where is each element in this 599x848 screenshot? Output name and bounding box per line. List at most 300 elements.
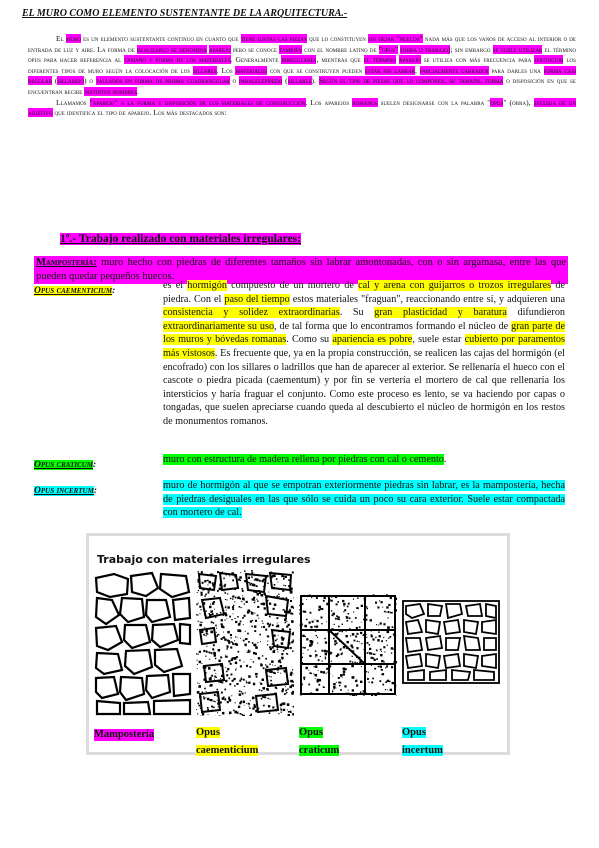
texture-dot <box>352 661 353 662</box>
texture-dot <box>344 595 345 596</box>
texture-dot <box>381 601 383 603</box>
caption-cell-mamposteria <box>94 722 192 748</box>
texture-dot <box>286 599 288 601</box>
texture-dot <box>198 571 199 572</box>
texture-dot <box>253 683 255 685</box>
texture-dot <box>319 679 322 682</box>
texture-dot <box>268 690 269 691</box>
texture-dot <box>251 612 254 615</box>
texture-dot <box>390 636 392 638</box>
texture-dot <box>197 629 198 630</box>
texture-dot <box>217 590 219 592</box>
texture-dot <box>224 591 225 592</box>
texture-dot <box>199 624 202 627</box>
caementicium-image <box>196 570 294 716</box>
texture-dot <box>281 712 282 713</box>
caementicium-span: gran plasticidad y baratura <box>374 307 507 319</box>
texture-dot <box>215 658 216 659</box>
texture-dot <box>215 673 216 674</box>
texture-dot <box>200 707 202 709</box>
texture-dot <box>333 686 335 688</box>
intro-p1-span: los diferentes tipos de muro según la colocación de los <box>28 55 576 75</box>
texture-dot <box>244 705 245 706</box>
texture-dot <box>248 650 249 651</box>
texture-dot <box>209 581 212 584</box>
texture-dot <box>333 638 335 640</box>
texture-dot <box>340 674 343 677</box>
texture-dot <box>222 572 223 573</box>
texture-dot <box>301 657 303 659</box>
texture-dot <box>225 698 226 699</box>
texture-dot <box>218 680 220 682</box>
intro-p1-span: el término opus para hacer referencia al <box>28 44 576 65</box>
texture-dot <box>197 664 198 665</box>
intro-p1-span: estar sin labrar <box>364 65 416 75</box>
intro-p1-span: sillarejo <box>57 76 84 86</box>
texture-dot <box>200 630 201 631</box>
texture-dot <box>387 680 388 681</box>
section-heading <box>60 233 301 245</box>
intro-paragraph-1 <box>28 34 576 98</box>
texture-dot <box>227 701 229 703</box>
texture-dot <box>201 663 202 664</box>
texture-dot <box>268 613 270 615</box>
texture-dot <box>263 586 264 587</box>
texture-dot <box>198 621 199 622</box>
texture-dot <box>229 678 231 680</box>
texture-dot <box>348 613 350 615</box>
texture-dot <box>371 665 372 666</box>
texture-dot <box>391 666 393 668</box>
texture-dot <box>272 575 274 577</box>
texture-dot <box>359 657 361 659</box>
texture-dot <box>287 710 288 711</box>
texture-dot <box>377 606 379 608</box>
texture-dot <box>383 623 385 625</box>
texture-dot <box>269 670 272 673</box>
texture-dot <box>240 713 242 715</box>
texture-dot <box>254 704 256 706</box>
texture-dot <box>361 622 362 623</box>
texture-dot <box>377 692 379 694</box>
craticum-term: Opus craticum <box>34 460 94 470</box>
texture-dot <box>287 688 288 689</box>
texture-dot <box>262 655 263 656</box>
texture-dot <box>249 708 251 710</box>
texture-dot <box>328 631 330 633</box>
intro-p1-span: tamaño y forma de los materiales <box>124 55 231 65</box>
texture-dot <box>362 635 363 636</box>
texture-dot <box>368 672 369 673</box>
texture-dot <box>206 650 207 651</box>
texture-dot <box>266 575 268 577</box>
texture-dot <box>210 684 213 687</box>
texture-dot <box>349 617 351 619</box>
texture-dot <box>267 670 269 672</box>
texture-dot <box>230 634 232 636</box>
texture-dot <box>223 626 225 628</box>
texture-dot <box>263 687 266 690</box>
texture-dot <box>238 706 240 708</box>
texture-dot <box>379 629 380 630</box>
texture-dot <box>203 588 205 590</box>
texture-dot <box>283 609 284 610</box>
texture-dot <box>199 705 201 707</box>
texture-dot <box>343 646 345 648</box>
texture-dot <box>252 584 255 587</box>
texture-dot <box>364 598 366 600</box>
intro-p1-span: ). <box>311 76 319 86</box>
texture-dot <box>334 633 336 635</box>
texture-dot <box>229 699 232 702</box>
texture-dot <box>219 588 222 591</box>
texture-dot <box>309 622 311 624</box>
texture-dot <box>242 715 245 716</box>
texture-dot <box>244 686 245 687</box>
texture-dot <box>252 642 254 644</box>
texture-dot <box>272 665 273 666</box>
caementicium-label <box>34 280 115 298</box>
texture-dot <box>226 674 228 676</box>
texture-dot <box>387 631 390 634</box>
texture-dot <box>277 646 279 648</box>
texture-dot <box>381 674 382 675</box>
texture-dot <box>211 710 213 712</box>
texture-dot <box>223 632 224 633</box>
texture-dot <box>374 659 376 661</box>
texture-dot <box>223 615 224 616</box>
texture-dot <box>389 681 391 683</box>
texture-dot <box>230 663 232 665</box>
craticum-colon: : <box>93 460 97 470</box>
texture-dot <box>308 684 310 686</box>
texture-dot <box>285 682 286 683</box>
texture-dot <box>244 644 246 646</box>
texture-dot <box>353 599 354 600</box>
texture-dot <box>283 709 285 711</box>
intro-p1-span: Según el tipo de piezas que lo componen, su tamaño, forma <box>318 76 504 86</box>
intro-p1-span: ( <box>282 76 288 86</box>
texture-dot <box>271 660 274 663</box>
texture-dot <box>329 673 331 675</box>
texture-dot <box>251 659 252 660</box>
caementicium-span: de piedra. Con el <box>163 280 565 305</box>
texture-dot <box>331 595 333 597</box>
texture-dot <box>304 647 306 649</box>
intro-p2-span: seguida de un <box>533 97 577 107</box>
texture-dot <box>306 667 308 669</box>
texture-dot <box>260 682 261 683</box>
texture-dot <box>269 624 271 626</box>
texture-dot <box>240 638 241 639</box>
texture-dot <box>229 575 230 576</box>
texture-dot <box>326 673 327 674</box>
texture-dot <box>235 643 238 646</box>
texture-dot <box>269 699 270 700</box>
texture-dot <box>272 706 274 708</box>
texture-dot <box>356 684 358 686</box>
texture-dot <box>315 650 317 652</box>
texture-dot <box>227 593 228 594</box>
texture-dot <box>207 707 209 709</box>
texture-dot <box>251 626 253 628</box>
intro-p1-span: o <box>229 76 239 86</box>
texture-dot <box>328 638 330 640</box>
texture-dot <box>203 679 205 681</box>
texture-dot <box>211 675 213 677</box>
intro-p1-span: tiene juntas las piezas <box>240 34 307 43</box>
texture-dot <box>264 582 265 583</box>
texture-dot <box>204 688 206 690</box>
texture-dot <box>233 710 235 712</box>
texture-dot <box>223 713 225 715</box>
texture-dot <box>379 635 381 637</box>
texture-dot <box>329 595 331 597</box>
texture-dot <box>378 631 380 633</box>
texture-dot <box>253 598 255 600</box>
texture-dot <box>226 618 227 619</box>
texture-dot <box>244 570 246 572</box>
texture-dot <box>310 692 312 694</box>
texture-dot <box>343 670 346 673</box>
texture-dot <box>315 665 318 668</box>
texture-dot <box>269 603 271 605</box>
texture-dot <box>342 677 343 678</box>
texture-dot <box>258 708 259 709</box>
texture-dot <box>281 642 284 645</box>
texture-dot <box>310 626 312 628</box>
texture-dot <box>225 667 226 668</box>
texture-dot <box>246 601 248 603</box>
intro-p1-span: ; sin embargo <box>450 44 493 54</box>
texture-dot <box>215 617 216 618</box>
texture-dot <box>236 683 238 685</box>
texture-dot <box>303 677 305 679</box>
texture-dot <box>325 657 326 658</box>
texture-dot <box>290 587 292 589</box>
texture-dot <box>231 572 234 575</box>
texture-dot <box>340 641 341 642</box>
texture-dot <box>286 611 289 614</box>
texture-dot <box>352 689 354 691</box>
texture-dot <box>245 692 246 693</box>
texture-dot <box>390 612 392 614</box>
texture-dot <box>344 609 346 611</box>
intro-p1-span: El <box>56 34 66 43</box>
texture-dot <box>277 595 278 596</box>
texture-dot <box>267 644 268 645</box>
texture-dot <box>315 630 316 631</box>
texture-dot <box>210 699 212 701</box>
texture-dot <box>289 587 290 588</box>
texture-dot <box>211 574 213 576</box>
intro-p2-span: adjetivo <box>28 108 53 118</box>
texture-dot <box>267 698 268 699</box>
texture-dot <box>262 623 263 624</box>
texture-dot <box>197 682 198 683</box>
texture-dot <box>383 646 385 648</box>
texture-dot <box>342 600 344 602</box>
texture-dot <box>278 594 279 595</box>
texture-dot <box>210 677 212 679</box>
figure-table <box>86 533 510 755</box>
texture-dot <box>285 690 287 692</box>
texture-dot <box>213 707 215 709</box>
intro-p1-span: para darles una <box>488 65 544 75</box>
texture-dot <box>331 661 332 662</box>
texture-dot <box>251 572 253 574</box>
texture-dot <box>248 577 250 579</box>
texture-dot <box>273 672 275 674</box>
intro-text <box>28 34 576 119</box>
texture-dot <box>280 709 282 711</box>
texture-dot <box>363 696 365 697</box>
texture-dot <box>344 685 346 687</box>
texture-dot <box>205 656 206 657</box>
texture-dot <box>221 619 223 621</box>
texture-dot <box>304 625 307 628</box>
texture-dot <box>275 665 276 666</box>
texture-dot <box>206 643 208 645</box>
texture-dot <box>203 696 204 697</box>
texture-dot <box>255 620 257 622</box>
texture-dot <box>248 582 249 583</box>
texture-dot <box>332 676 333 677</box>
intro-p1-span: distinguir <box>534 55 564 65</box>
texture-dot <box>273 636 274 637</box>
texture-dot <box>209 614 211 616</box>
texture-dot <box>203 603 205 605</box>
texture-dot <box>307 649 308 650</box>
texture-dot <box>247 633 249 635</box>
intro-paragraph-2 <box>28 98 576 119</box>
texture-dot <box>214 676 216 678</box>
caementicium-span: apariencia es pobre <box>332 334 413 346</box>
texture-dot <box>252 697 255 700</box>
texture-dot <box>273 608 275 610</box>
intro-p1-span: irregulares <box>281 55 317 65</box>
texture-dot <box>369 682 370 683</box>
caementicium-colon: : <box>112 286 116 296</box>
texture-dot <box>219 584 222 587</box>
texture-dot <box>238 579 240 581</box>
texture-dot <box>356 647 358 649</box>
texture-dot <box>250 651 251 652</box>
texture-dot <box>214 596 216 598</box>
section-heading-text: 1º.- Trabajo realizado con materiales irregulares: <box>60 233 301 245</box>
texture-dot <box>239 606 241 608</box>
texture-dot <box>250 700 251 701</box>
texture-dot <box>273 587 275 589</box>
texture-dot <box>384 652 385 653</box>
texture-dot <box>260 663 261 664</box>
page-title: EL MURO COMO ELEMENTO SUSTENTANTE DE LA ARQUITECTURA.- <box>22 8 348 19</box>
texture-dot <box>388 638 389 639</box>
caementicium-span: difundieron <box>506 307 566 319</box>
texture-dot <box>322 661 323 662</box>
texture-dot <box>198 590 199 591</box>
texture-dot <box>301 684 303 686</box>
texture-dot <box>207 698 209 700</box>
texture-dot <box>251 570 253 572</box>
texture-dot <box>200 622 201 623</box>
texture-dot <box>200 613 201 614</box>
texture-dot <box>351 621 352 622</box>
intro-p1-span: . Los <box>216 65 236 75</box>
intro-p1-span: . <box>137 86 139 96</box>
texture-dot <box>292 572 294 574</box>
texture-dot <box>318 659 320 661</box>
texture-dot <box>357 633 359 635</box>
texture-dot <box>292 633 294 635</box>
texture-dot <box>377 639 379 641</box>
texture-dot <box>242 693 244 695</box>
texture-dot <box>224 689 226 691</box>
intro-p1-span: ( <box>51 76 58 86</box>
texture-dot <box>204 614 206 616</box>
intro-p2-span: Llamamos <box>56 97 90 107</box>
texture-dot <box>350 635 351 636</box>
texture-dot <box>203 610 204 611</box>
texture-dot <box>342 652 343 653</box>
texture-dot <box>292 669 293 670</box>
texture-dot <box>288 642 291 645</box>
texture-dot <box>246 703 247 704</box>
texture-dot <box>266 600 268 602</box>
texture-dot <box>267 641 268 642</box>
texture-dot <box>243 640 245 642</box>
texture-dot <box>262 696 264 698</box>
caementicium-span: paso del tiempo <box>224 293 290 305</box>
texture-dot <box>363 690 365 692</box>
texture-dot <box>223 638 224 639</box>
texture-dot <box>395 608 397 610</box>
texture-dot <box>282 598 284 600</box>
figure-title: Trabajo con materiales irregulares <box>97 553 311 566</box>
texture-dot <box>283 650 285 652</box>
texture-dot <box>199 606 201 608</box>
texture-dot <box>238 637 239 638</box>
texture-dot <box>232 598 233 599</box>
texture-dot <box>241 677 242 678</box>
texture-dot <box>373 594 375 596</box>
texture-dot <box>225 607 227 609</box>
intro-p1-span: sillares <box>192 65 217 75</box>
texture-dot <box>215 701 216 702</box>
caementicium-span: extraordinariamente su uso <box>163 320 275 332</box>
texture-dot <box>319 606 322 609</box>
intro-p1-span: se suele utilizar <box>492 44 543 54</box>
texture-dot <box>314 626 316 628</box>
texture-dot <box>270 664 271 665</box>
texture-dot <box>337 618 339 620</box>
texture-dot <box>211 621 213 623</box>
caementicium-span: hormigón <box>187 280 227 291</box>
texture-dot <box>269 712 271 714</box>
texture-dot <box>352 694 354 696</box>
texture-dot <box>251 576 253 578</box>
craticum-definition: muro con estructura de madera rellena por piedras con cal o cemento <box>163 454 444 465</box>
texture-dot <box>217 692 219 694</box>
texture-dot <box>198 654 199 655</box>
texture-dot <box>326 621 327 622</box>
texture-dot <box>221 623 223 625</box>
texture-dot <box>366 606 368 608</box>
texture-dot <box>242 617 244 619</box>
texture-dot <box>315 678 316 679</box>
texture-dot <box>316 620 318 622</box>
texture-dot <box>395 685 396 686</box>
